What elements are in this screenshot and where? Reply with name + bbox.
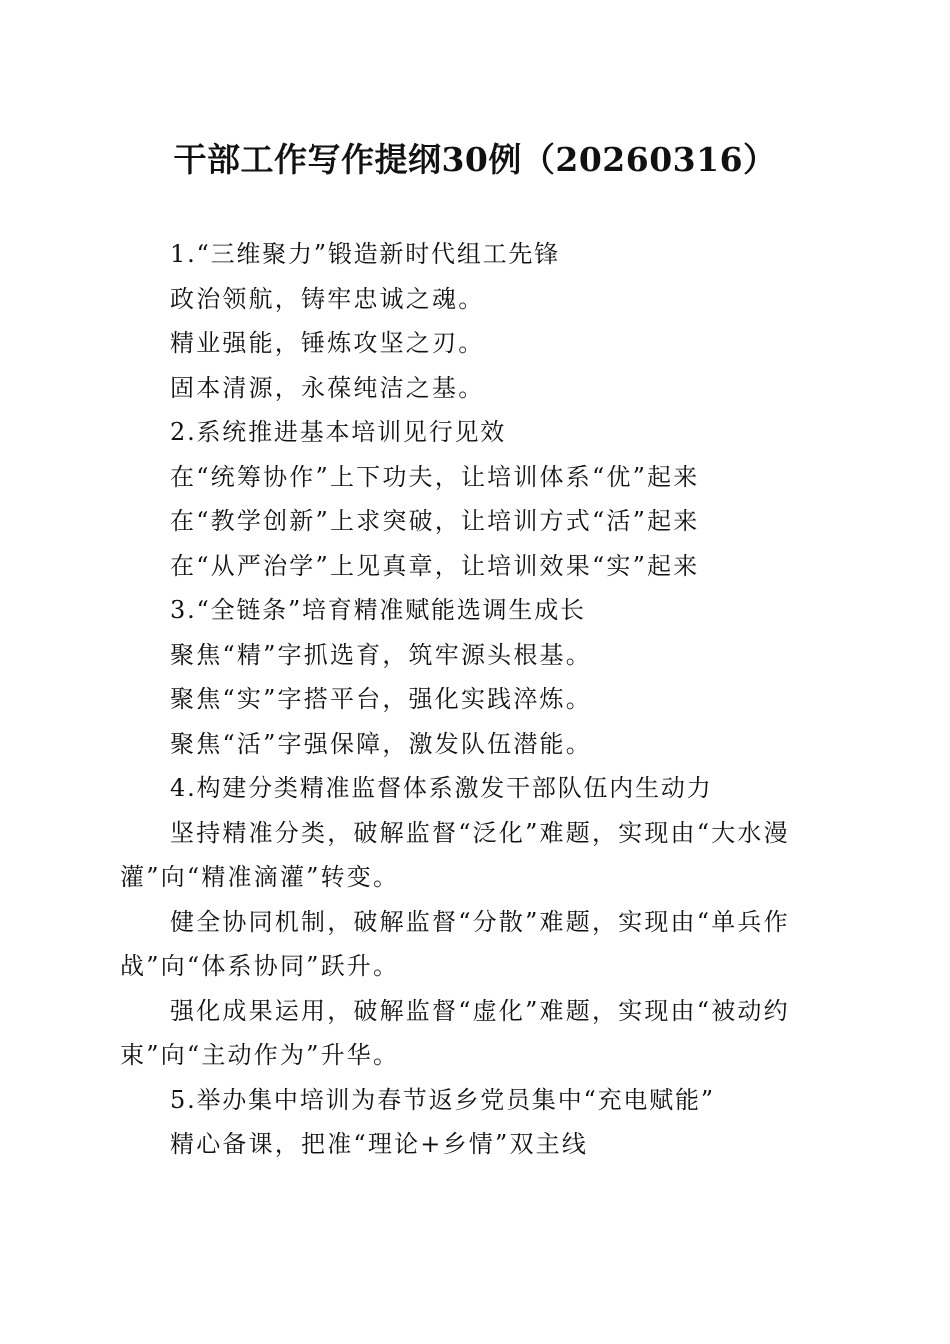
document-title: 干部工作写作提纲30例（20260316） [173, 140, 777, 179]
section-heading-1: 1.“三维聚力”锻造新时代组工先锋 [170, 240, 561, 268]
paragraph: 精心备课，把准“理论+乡情”双主线 [170, 1130, 589, 1158]
document-body [120, 232, 830, 1167]
paragraph: 健全协同机制，破解监督“分散”难题，实现由“单兵作战”向“体系协同”跃升。 [120, 907, 790, 980]
paragraph: 政治领航，铸牢忠诚之魂。 [170, 284, 485, 313]
paragraph: 聚焦“实”字搭平台，强化实践淬炼。 [170, 685, 592, 713]
paragraph: 在“统筹协作”上下功夫，让培训体系“优”起来 [170, 462, 700, 491]
section-heading-2: 2.系统推进基本培训见行见效 [170, 418, 507, 446]
paragraph: 坚持精准分类，破解监督“泛化”难题，实现由“大水漫灌”向“精准滴灌”转变。 [120, 818, 790, 891]
section-heading-5: 5.举办集中培训为春节返乡党员集中“充电赋能” [170, 1085, 715, 1114]
paragraph: 在“教学创新”上求突破，让培训方式“活”起来 [170, 507, 700, 535]
paragraph: 精业强能，锤炼攻坚之刃。 [170, 329, 485, 357]
section-heading-3: 3.“全链条”培育精准赋能选调生成长 [170, 596, 586, 624]
paragraph: 固本清源，永葆纯洁之基。 [170, 373, 485, 402]
paragraph: 聚焦“活”字强保障，激发队伍潜能。 [170, 729, 592, 758]
paragraph: 聚焦“精”字抓选育，筑牢源头根基。 [170, 640, 592, 669]
paragraph: 在“从严治学”上见真章，让培训效果“实”起来 [170, 551, 700, 580]
section-heading-4: 4.构建分类精准监督体系激发干部队伍内生动力 [170, 774, 713, 802]
paragraph: 强化成果运用，破解监督“虚化”难题，实现由“被动约束”向“主动作为”升华。 [120, 996, 790, 1069]
